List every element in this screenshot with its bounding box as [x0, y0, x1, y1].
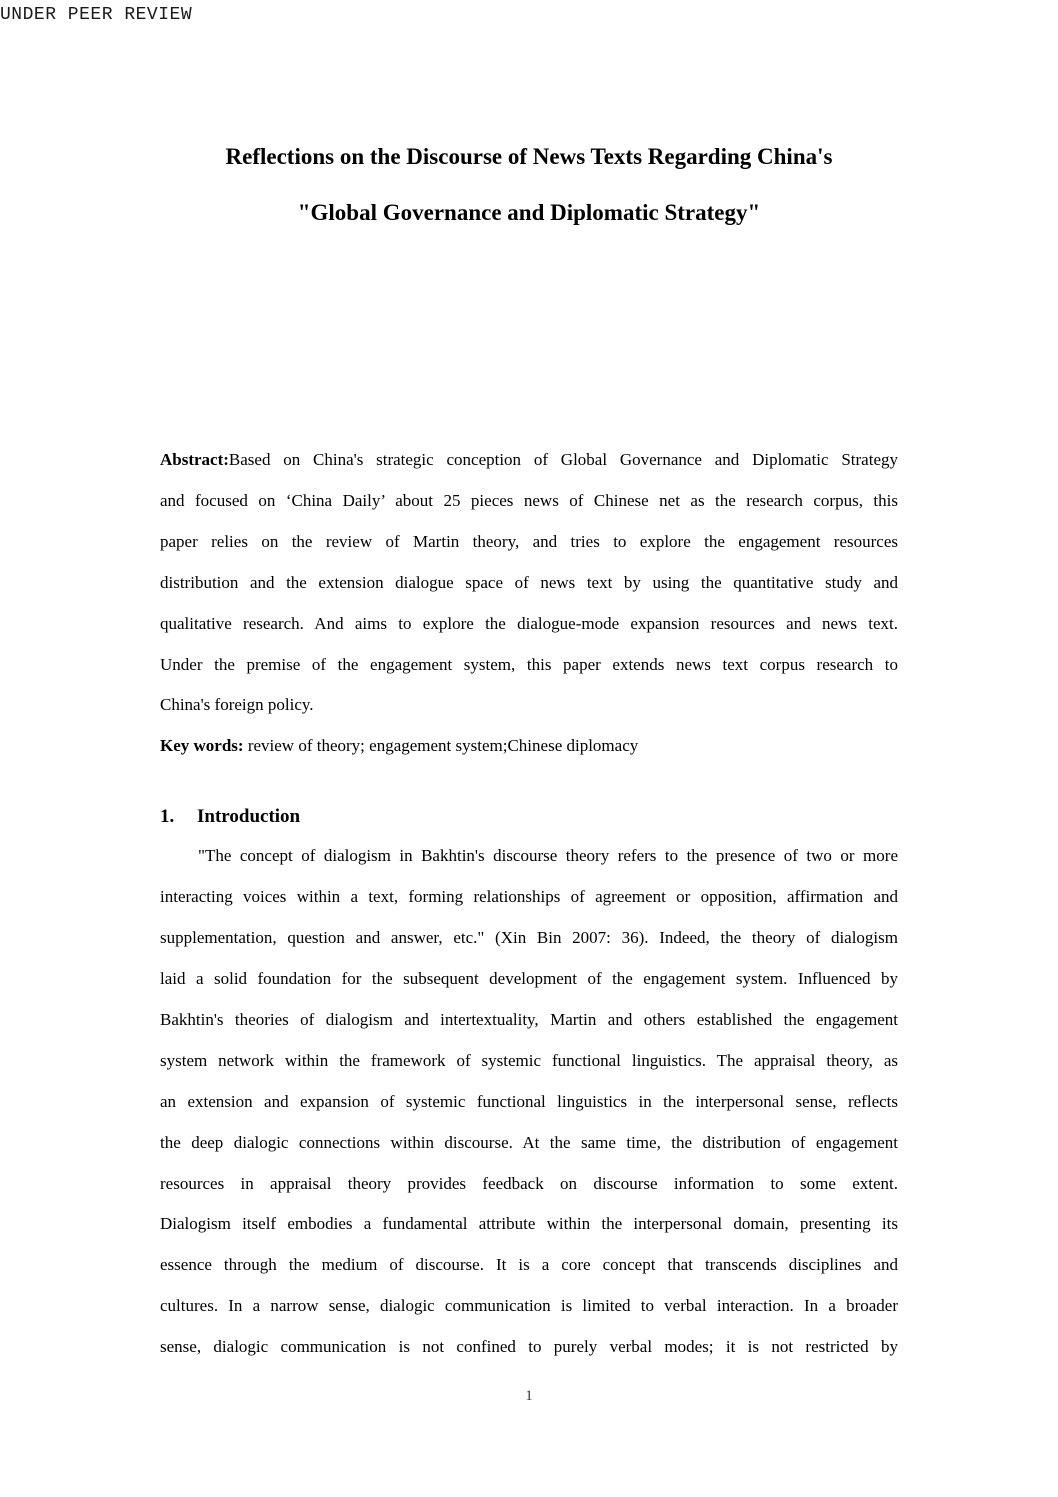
abstract-text: Based on China's strategic conception of Global Governance and Diplomatic Strategy — [228, 450, 898, 469]
paragraph-line: the deep dialogic connections within discourse. At the same time, the distribution of engagement — [160, 1133, 898, 1152]
abstract-label: Abstract: — [160, 450, 229, 469]
paragraph-line: essence through the medium of discourse. It is a core concept that transcends disciplines and — [160, 1255, 898, 1274]
abstract-line — [160, 448, 898, 472]
keywords-label: Key words: — [160, 736, 244, 755]
paragraph-line: Dialogism itself embodies a fundamental attribute within the interpersonal domain, presenting its — [160, 1214, 898, 1233]
under-peer-review-watermark: UNDER PEER REVIEW — [0, 5, 193, 25]
paragraph-line: an extension and expansion of systemic functional linguistics in the interpersonal sense, reflects — [160, 1092, 898, 1111]
paragraph-line: interacting voices within a text, forming relationships of agreement or opposition, affirmation and — [160, 887, 898, 906]
paragraph-line: laid a solid foundation for the subsequent development of the engagement system. Influenced by — [160, 969, 898, 988]
section-number: 1. — [160, 806, 175, 827]
abstract-line: paper relies on the review of Martin theory, and tries to explore the engagement resources — [160, 532, 898, 551]
page-number: 1 — [525, 1388, 533, 1404]
abstract-line: Under the premise of the engagement system, this paper extends news text corpus research to — [160, 655, 898, 674]
abstract-line: and focused on ‘China Daily’ about 25 pieces news of Chinese net as the research corpus, this — [160, 491, 898, 510]
paragraph-line: cultures. In a narrow sense, dialogic communication is limited to verbal interaction. In a broader — [160, 1296, 898, 1315]
paragraph-line: supplementation, question and answer, etc." (Xin Bin 2007: 36). Indeed, the theory of dialogism — [160, 928, 898, 947]
abstract-line: distribution and the extension dialogue space of news text by using the quantitative study and — [160, 573, 898, 592]
section-heading-introduction — [160, 805, 300, 829]
paragraph-line: sense, dialogic communication is not confined to purely verbal modes; it is not restricted by — [160, 1337, 898, 1356]
paragraph-line: Bakhtin's theories of dialogism and intertextuality, Martin and others established the engagement — [160, 1010, 898, 1029]
paper-title-line-1: Reflections on the Discourse of News Texts Regarding China's — [225, 144, 833, 169]
paragraph-line: resources in appraisal theory provides feedback on discourse information to some extent. — [160, 1174, 898, 1193]
keywords-text: review of theory; engagement system;Chinese diplomacy — [243, 736, 639, 755]
abstract-line: qualitative research. And aims to explore the dialogue-mode expansion resources and news text. — [160, 614, 898, 633]
abstract-line: China's foreign policy. — [160, 695, 314, 714]
paragraph-line: "The concept of dialogism in Bakhtin's discourse theory refers to the presence of two or more — [198, 846, 898, 865]
section-title: Introduction — [197, 806, 301, 827]
paper-title-line-2: "Global Governance and Diplomatic Strategy" — [297, 200, 761, 225]
paragraph-line: system network within the framework of systemic functional linguistics. The appraisal theory, as — [160, 1051, 898, 1070]
keywords-line — [160, 734, 898, 758]
